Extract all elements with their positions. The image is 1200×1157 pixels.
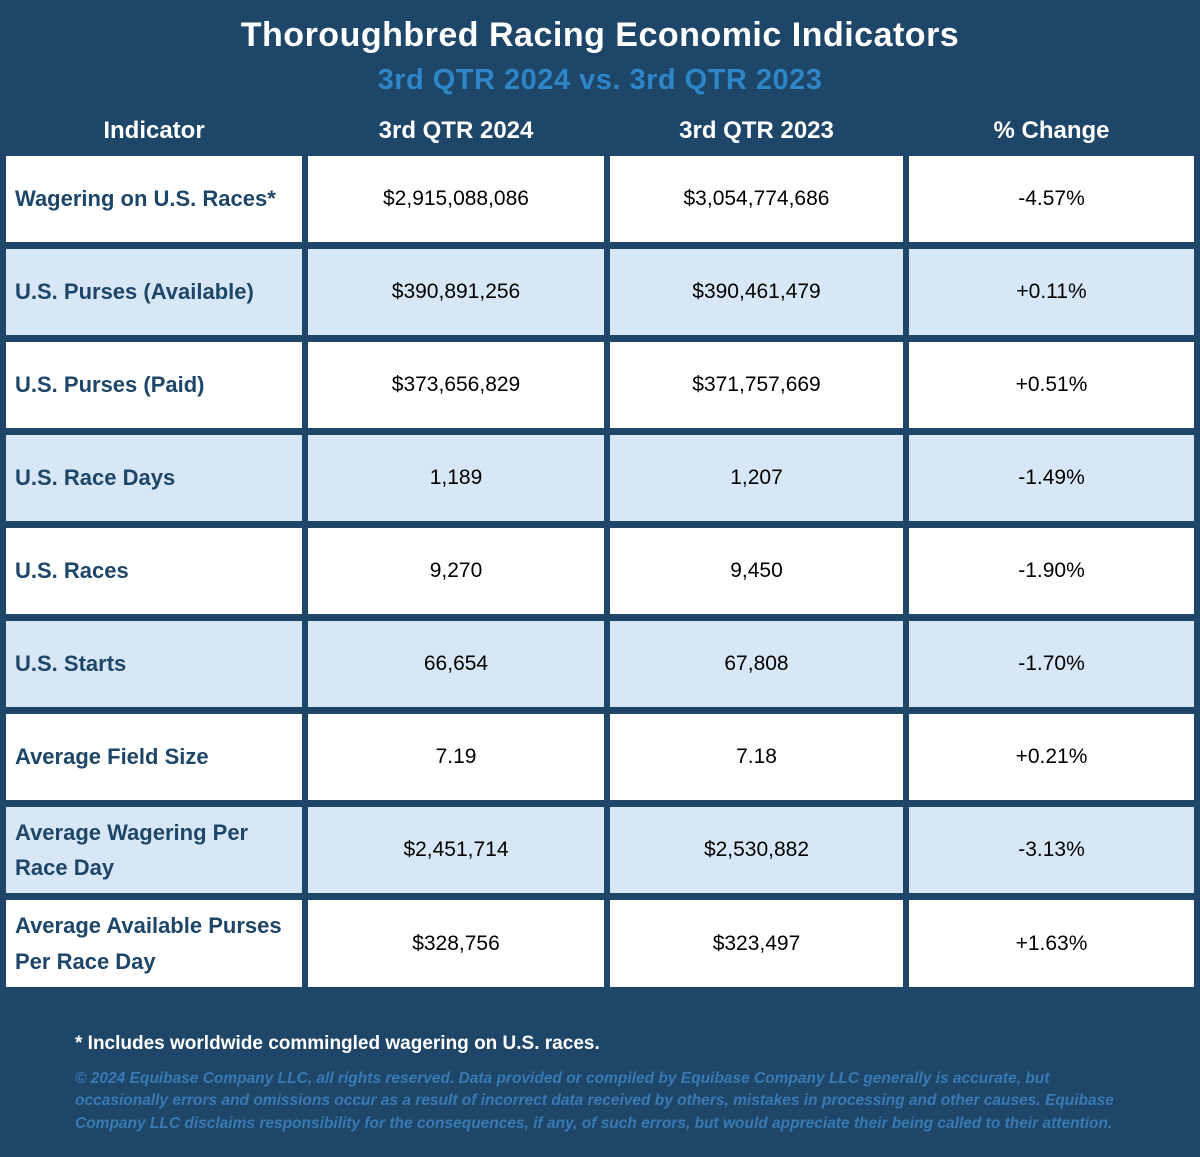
column-header-qtr-2023: 3rd QTR 2023 — [679, 117, 834, 144]
indicator-cell: U.S. Purses (Available) — [6, 249, 302, 335]
table-body — [6, 156, 1194, 987]
pct-change-cell: -1.70% — [909, 621, 1194, 707]
value-2024-cell: 7.19 — [308, 714, 604, 800]
value-2023-cell: 9,450 — [610, 528, 903, 614]
pct-change-cell: -1.49% — [909, 435, 1194, 521]
column-header-indicator: Indicator — [103, 117, 205, 144]
indicator-cell: Average Available Purses Per Race Day — [6, 900, 302, 986]
pct-change-cell: +0.21% — [909, 714, 1194, 800]
value-2023-cell: $3,054,774,686 — [610, 156, 903, 242]
value-2023-cell: 7.18 — [610, 714, 903, 800]
column-header-pct-change: % Change — [993, 117, 1110, 144]
value-2024-cell: 66,654 — [308, 621, 604, 707]
value-2024-cell: $2,915,088,086 — [308, 156, 604, 242]
value-2024-cell: $328,756 — [308, 900, 604, 986]
value-2024-cell: 9,270 — [308, 528, 604, 614]
page-subtitle: 3rd QTR 2024 vs. 3rd QTR 2023 — [377, 64, 823, 96]
indicator-cell: U.S. Starts — [6, 621, 302, 707]
column-headers — [6, 109, 1194, 156]
value-2024-cell: $390,891,256 — [308, 249, 604, 335]
indicator-cell: Wagering on U.S. Races* — [6, 156, 302, 242]
value-2023-cell: 1,207 — [610, 435, 903, 521]
value-2023-cell: 67,808 — [610, 621, 903, 707]
footer — [75, 1033, 1125, 1135]
value-2023-cell: $371,757,669 — [610, 342, 903, 428]
indicator-cell: U.S. Race Days — [6, 435, 302, 521]
pct-change-cell: -4.57% — [909, 156, 1194, 242]
value-2023-cell: $390,461,479 — [610, 249, 903, 335]
indicator-cell: U.S. Purses (Paid) — [6, 342, 302, 428]
indicator-cell: U.S. Races — [6, 528, 302, 614]
pct-change-cell: -1.90% — [909, 528, 1194, 614]
pct-change-cell: +0.51% — [909, 342, 1194, 428]
pct-change-cell: -3.13% — [909, 807, 1194, 893]
value-2023-cell: $323,497 — [610, 900, 903, 986]
value-2024-cell: $373,656,829 — [308, 342, 604, 428]
header — [0, 0, 1200, 97]
value-2024-cell: 1,189 — [308, 435, 604, 521]
value-2023-cell: $2,530,882 — [610, 807, 903, 893]
indicator-cell: Average Field Size — [6, 714, 302, 800]
disclaimer: © 2024 Equibase Company LLC, all rights reserved. Data provided or compiled by Equibase Company LLC generally is accurate, but occasionally errors and omissions occur as a result of incorrect data received by others, mistakes in processing and other causes. Equibase Company LLC disclaims responsibility for the consequences, if any, of such errors, but would appreciate their being called to their attention. — [75, 1069, 1114, 1132]
indicator-cell: Average Wagering Per Race Day — [6, 807, 302, 893]
pct-change-cell: +0.11% — [909, 249, 1194, 335]
page-title: Thoroughbred Racing Economic Indicators — [240, 16, 960, 54]
column-header-qtr-2024: 3rd QTR 2024 — [378, 117, 534, 144]
value-2024-cell: $2,451,714 — [308, 807, 604, 893]
pct-change-cell: +1.63% — [909, 900, 1194, 986]
footnote: * Includes worldwide commingled wagering on U.S. races. — [75, 1032, 600, 1054]
